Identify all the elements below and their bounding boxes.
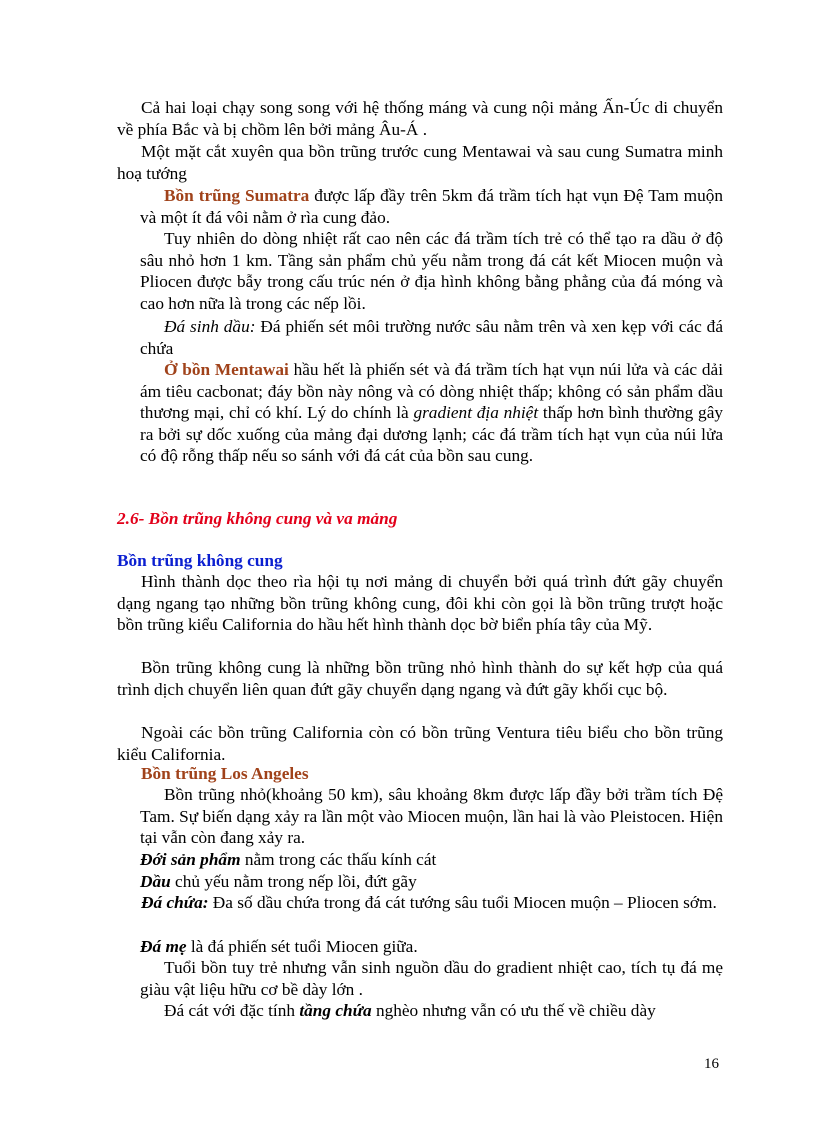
basin-heading: Bồn trũng Los Angeles <box>141 764 309 783</box>
paragraph: Đá cát với đặc tính tầng chứa nghèo nhưng vẫn có ưu thế về chiều dày <box>164 1001 656 1020</box>
paragraph: Đá mẹ là đá phiến sét tuổi Miocen giữa. <box>140 937 418 956</box>
paragraph: Bồn trũng không cung là những bồn trũng nhỏ hình thành do sự kết hợp của quá trình dịch chuyển liên quan đứt gãy chuyển dạng ngang và đứt gãy khối cục bộ. <box>117 658 723 699</box>
term-label: Dầu <box>140 872 171 891</box>
paragraph: Dầu chủ yếu nằm trong nếp lồi, đứt gãy <box>140 872 417 891</box>
paragraph: Bồn trũng nhỏ(khoảng 50 km), sâu khoảng 8km được lấp đầy bởi trầm tích Đệ Tam. Sự biến dạng xảy ra lần một vào Miocen muộn, lần hai là vào Pleistocen. Hiện tại vẫn còn đang xảy ra. <box>140 785 723 848</box>
paragraph: Đá sinh dầu: Đá phiến sét môi trường nước sâu nằm trên và xen kẹp với các đá chứa <box>140 317 723 358</box>
paragraph: Đá chứa: Đa số dầu chứa trong đá cát tướng sâu tuổi Miocen muộn – Pliocen sớm. <box>141 893 717 912</box>
page-number: 16 <box>704 1056 719 1072</box>
section-title: 2.6- Bồn trũng không cung và va mảng <box>117 509 398 528</box>
paragraph: Hình thành dọc theo rìa hội tụ nơi mảng di chuyển bởi quá trình đứt gãy chuyển dạng ngang tạo những bồn trũng không cung, đôi khi còn gọi là bồn trũng trượt hoặc bồn trũng kiểu California do hầu hết hình thành dọc bờ biển phía tây của Mỹ. <box>117 572 723 635</box>
basin-heading: Ở bồn Mentawai <box>164 360 289 379</box>
paragraph: Bồn trũng Sumatra được lấp đầy trên 5km đá trầm tích hạt vụn Đệ Tam muộn và một ít đá vôi nằm ở rìa cung đảo. <box>140 186 723 227</box>
term-label: Đá sinh dầu: <box>164 317 256 336</box>
basin-heading: Bồn trũng Sumatra <box>164 186 310 205</box>
paragraph: Một mặt cắt xuyên qua bồn trũng trước cung Mentawai và sau cung Sumatra minh hoạ tướng <box>117 142 723 183</box>
paragraph: Ngoài các bồn trũng California còn có bồn trũng Ventura tiêu biểu cho bồn trũng kiểu California. <box>117 723 723 764</box>
term-label: Đá chứa: <box>141 893 209 912</box>
paragraph: Ở bồn Mentawai hầu hết là phiến sét và đá trầm tích hạt vụn núi lửa và các dải ám tiêu cacbonat; đáy bồn này nông và có dòng nhiệt thấp; không có sản phẩm dầu thương mại, chỉ có khí. Lý do chính là gradient địa nhiệt thấp hơn bình thường gây ra bởi sự dốc xuống của mảng đại dương lạnh; các đá trầm tích hạt vụn của núi lửa có độ rỗng thấp nếu so sánh với đá cát của bồn sau cung. <box>140 360 724 466</box>
paragraph: Tuy nhiên do dòng nhiệt rất cao nên các đá trầm tích trẻ có thể tạo ra dầu ở độ sâu nhỏ hơn 1 km. Tầng sản phẩm chủ yếu nằm trong đá cát kết Miocen muộn và Pliocen được bẫy trong cấu trúc nén ở địa hình không bằng phẳng của đá móng và cao hơn nữa là trong các nếp lồi. <box>140 229 723 313</box>
subsection-title: Bồn trũng không cung <box>117 551 283 570</box>
paragraph: Cả hai loại chạy song song với hệ thống máng và cung nội mảng Ấn-Úc di chuyển về phía Bắc và bị chồm lên bởi mảng Âu-Á . <box>117 98 723 139</box>
paragraph: Đới sản phẩm nằm trong các thấu kính cát <box>140 850 437 869</box>
term-label: Đá mẹ <box>140 937 187 956</box>
term-label: Đới sản phẩm <box>140 850 241 869</box>
paragraph: Tuổi bồn tuy trẻ nhưng vẫn sinh nguồn dầu do gradient nhiệt cao, tích tụ đá mẹ giàu vật liệu hữu cơ bề dày lớn . <box>140 958 723 999</box>
